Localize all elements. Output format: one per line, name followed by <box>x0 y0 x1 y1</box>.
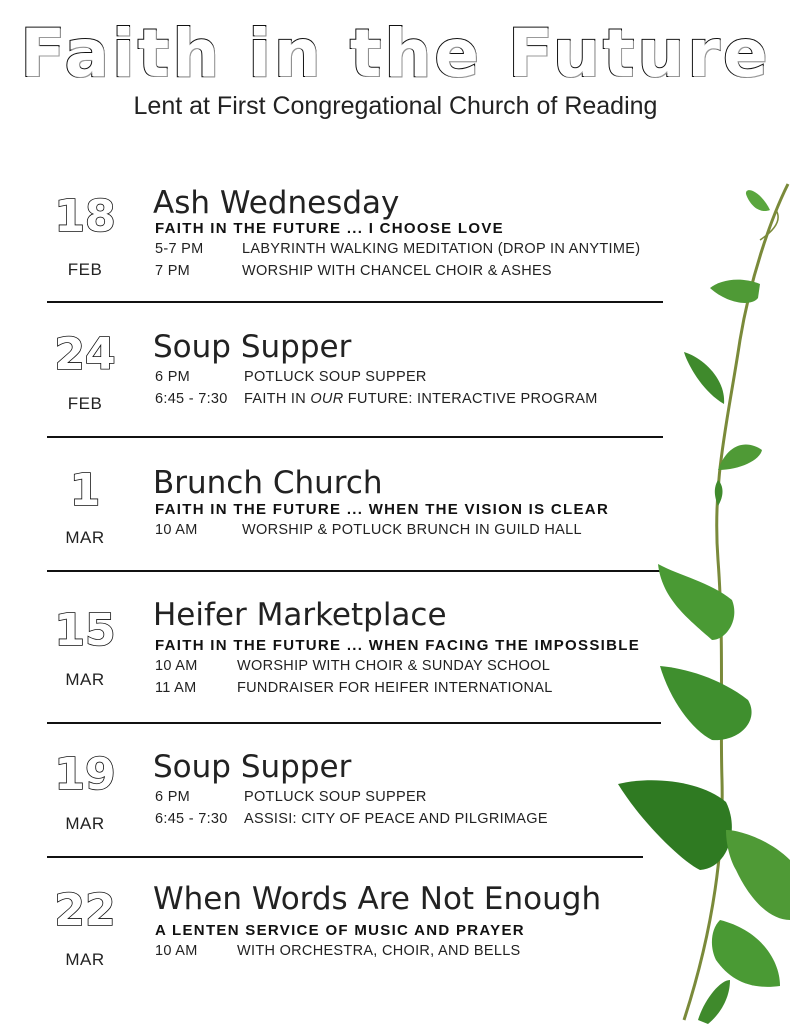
leaf-icon <box>698 980 730 1024</box>
event-date <box>40 192 130 280</box>
divider <box>47 856 643 858</box>
schedule-desc: POTLUCK SOUP SUPPER <box>244 369 427 385</box>
schedule-time: 6 PM <box>155 369 191 385</box>
schedule-time: 7 PM <box>155 263 191 279</box>
schedule-row <box>155 680 553 696</box>
event-month: MAR <box>65 814 105 833</box>
leaf-icon <box>746 190 770 211</box>
page-subtitle: Lent at First Congregational Church of Reading <box>133 92 658 120</box>
schedule-row <box>155 241 640 257</box>
divider <box>47 570 663 572</box>
schedule-row <box>155 943 521 959</box>
event-date <box>40 886 130 970</box>
event-title: Soup Supper <box>153 749 352 785</box>
event-date <box>40 750 130 834</box>
event-theme: FAITH IN THE FUTURE ... I CHOOSE LOVE <box>155 220 504 237</box>
page-title: Faith in the Future <box>20 15 771 92</box>
leaf-icon <box>658 564 734 640</box>
event-month: MAR <box>65 528 105 547</box>
event-day: 19 <box>54 749 116 800</box>
schedule-desc: LABYRINTH WALKING MEDITATION (DROP IN ANYTIME) <box>242 241 641 257</box>
schedule-row <box>155 263 552 279</box>
leaf-icon <box>618 780 732 870</box>
event-day: 22 <box>54 885 116 936</box>
leaf-icon <box>684 352 724 404</box>
schedule-desc-emphasis: OUR <box>310 391 344 407</box>
schedule-desc-before: FAITH IN <box>244 391 311 407</box>
event-day: 1 <box>69 465 101 516</box>
schedule-row <box>155 522 582 538</box>
event-title: Soup Supper <box>153 329 352 365</box>
event-title: When Words Are Not Enough <box>153 881 602 917</box>
schedule-time: 10 AM <box>155 943 198 959</box>
schedule-time: 10 AM <box>155 522 198 538</box>
event-day: 18 <box>54 191 116 242</box>
schedule-time: 5-7 PM <box>155 241 204 257</box>
schedule-time: 6:45 - 7:30 <box>155 811 228 827</box>
schedule-desc: POTLUCK SOUP SUPPER <box>244 789 427 805</box>
event-month: MAR <box>65 670 105 689</box>
leaf-icon <box>726 830 790 920</box>
event-date <box>40 466 130 548</box>
leaf-icon <box>660 666 752 740</box>
schedule-row <box>155 811 548 827</box>
event-month: FEB <box>67 394 103 413</box>
schedule-desc: WORSHIP WITH CHANCEL CHOIR & ASHES <box>242 263 552 279</box>
schedule-desc-after: FUTURE: INTERACTIVE PROGRAM <box>343 391 598 407</box>
event-theme: FAITH IN THE FUTURE ... WHEN THE VISION IS CLEAR <box>155 501 610 518</box>
event-month: FEB <box>67 260 103 279</box>
schedule-time: 11 AM <box>155 680 197 696</box>
event-date <box>40 606 130 690</box>
schedule-row <box>155 789 427 805</box>
schedule-time: 6 PM <box>155 789 191 805</box>
event-month: MAR <box>65 950 105 969</box>
event-title: Ash Wednesday <box>153 185 400 221</box>
event-date <box>40 330 130 414</box>
event-theme: A LENTEN SERVICE OF MUSIC AND PRAYER <box>155 922 525 939</box>
event-title: Heifer Marketplace <box>153 597 447 633</box>
event-title: Brunch Church <box>153 465 383 501</box>
event-day: 24 <box>54 329 116 380</box>
schedule-row <box>155 658 550 674</box>
divider <box>47 301 663 303</box>
divider <box>47 436 663 438</box>
schedule-desc: FUNDRAISER FOR HEIFER INTERNATIONAL <box>237 680 553 696</box>
leaf-icon <box>712 920 780 987</box>
event-theme: FAITH IN THE FUTURE ... WHEN FACING THE IMPOSSIBLE <box>155 637 641 654</box>
leaf-icon <box>718 445 762 470</box>
schedule-desc: WORSHIP WITH CHOIR & SUNDAY SCHOOL <box>237 658 551 674</box>
schedule-row <box>155 391 598 407</box>
schedule-desc: WITH ORCHESTRA, CHOIR, AND BELLS <box>237 943 521 959</box>
schedule-desc: ASSISI: CITY OF PEACE AND PILGRIMAGE <box>244 811 548 827</box>
schedule-row <box>155 369 427 385</box>
schedule-time: 6:45 - 7:30 <box>155 391 228 407</box>
event-day: 15 <box>54 605 116 656</box>
schedule-desc: WORSHIP & POTLUCK BRUNCH IN GUILD HALL <box>242 522 582 538</box>
divider <box>47 722 661 724</box>
schedule-time: 10 AM <box>155 658 198 674</box>
vine-decoration <box>600 180 791 1024</box>
leaf-icon <box>710 280 760 303</box>
